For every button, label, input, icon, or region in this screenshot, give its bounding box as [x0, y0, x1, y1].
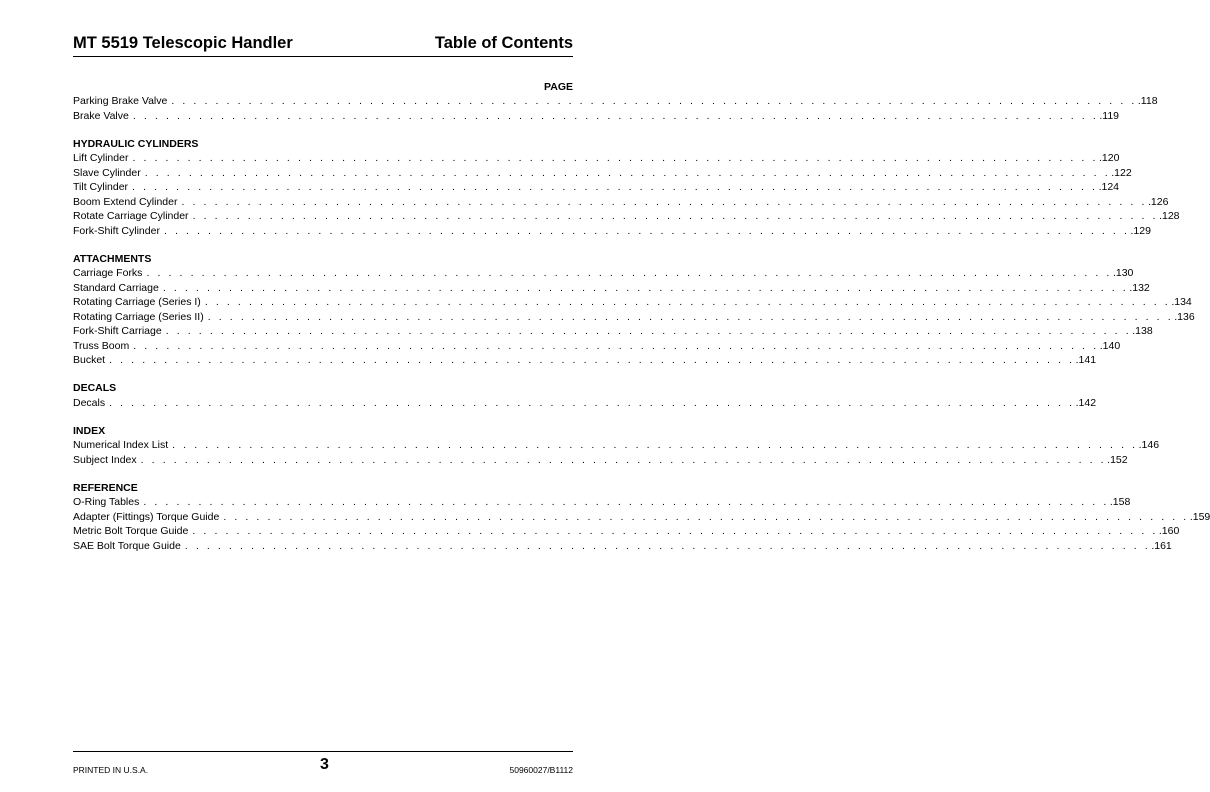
- toc-entry-page: .142: [1075, 396, 1097, 409]
- toc-entry[interactable]: [73, 94, 1158, 109]
- dot-leader: . . . . . . . . . . . . . . . . . . . . . . . . . . . . . . . . . . . . . . . . . . . . . . . . . . . . . . . . . . . . . . . . . . . . . . . . . . . . . . . . . . . . . . . .: [132, 181, 1098, 193]
- toc-entry-page: .146: [1138, 439, 1160, 451]
- toc-entry-label: Parking Brake Valve: [73, 95, 168, 107]
- section-title: Table of Contents: [434, 34, 573, 52]
- toc-entry-label: Standard Carriage: [73, 281, 159, 294]
- toc-entry[interactable]: [73, 151, 1120, 166]
- toc-entry-label: Rotating Carriage (Series II): [73, 310, 204, 323]
- dot-leader: . . . . . . . . . . . . . . . . . . . . . . . . . . . . . . . . . . . . . . . . . . . . . . . . . . . . . . . . . . . . . . . . . . . . . . . . . . . . . . . . . . . . . . . .: [132, 152, 1098, 164]
- toc-entry-label: Metric Bolt Torque Guide: [73, 525, 189, 537]
- toc-entry[interactable]: [73, 495, 1131, 510]
- dot-leader: . . . . . . . . . . . . . . . . . . . . . . . . . . . . . . . . . . . . . . . . . . . . . . . . . . . . . . . . . . . . . . . . . . . . . . . . . . . . . . . . . . . . . . . .: [109, 354, 1075, 366]
- toc-entry-label: Decals: [73, 396, 106, 409]
- toc-entry-label: Boom Extend Cylinder: [73, 195, 178, 208]
- toc-entry[interactable]: [73, 324, 1153, 339]
- toc-entry-label: Brake Valve: [73, 109, 129, 122]
- toc-entry[interactable]: [73, 180, 1119, 195]
- dot-leader: . . . . . . . . . . . . . . . . . . . . . . . . . . . . . . . . . . . . . . . . . . . . . . . . . . . . . . . . . . . . . . . . . . . . . . . . . . . . . . . . . . . . . . . .: [204, 296, 1171, 308]
- toc-entry-page: .141: [1075, 354, 1097, 366]
- section-heading: DECALS: [73, 382, 117, 394]
- toc-entry[interactable]: [73, 524, 1180, 539]
- toc-entry-page: .161: [1151, 539, 1172, 552]
- toc-entry-label: Bucket: [73, 354, 106, 366]
- toc-entry[interactable]: [73, 339, 1121, 354]
- toc-entry[interactable]: [73, 295, 1192, 310]
- toc-entry-label: Lift Cylinder: [73, 152, 129, 164]
- toc-entry-page: .136: [1174, 310, 1195, 323]
- toc-entry-page: .124: [1098, 181, 1119, 193]
- toc-entry-page: .128: [1159, 210, 1180, 222]
- dot-leader: . . . . . . . . . . . . . . . . . . . . . . . . . . . . . . . . . . . . . . . . . . . . . . . . . . . . . . . . . . . . . . . . . . . . . . . . . . . . . . . . . . . . . . . .: [140, 453, 1107, 466]
- toc-entry[interactable]: [73, 166, 1132, 181]
- page-header: [73, 34, 573, 56]
- toc-entry-label: O-Ring Tables: [73, 496, 140, 508]
- footer-rule: [73, 751, 573, 752]
- toc-entry-label: Adapter (Fittings) Torque Guide: [73, 510, 220, 523]
- dot-leader: . . . . . . . . . . . . . . . . . . . . . . . . . . . . . . . . . . . . . . . . . . . . . . . . . . . . . . . . . . . . . . . . . . . . . . . . . . . . . . . . . . . . . . . .: [207, 310, 1174, 323]
- toc-entry[interactable]: [73, 310, 1195, 325]
- dot-leader: . . . . . . . . . . . . . . . . . . . . . . . . . . . . . . . . . . . . . . . . . . . . . . . . . . . . . . . . . . . . . . . . . . . . . . . . . . . . . . . . . . . . . . . .: [162, 281, 1129, 294]
- toc-entry[interactable]: [73, 195, 1169, 210]
- toc-entry-label: Slave Cylinder: [73, 166, 141, 179]
- document-title: MT 5519 Telescopic Handler: [73, 34, 293, 52]
- dot-leader: . . . . . . . . . . . . . . . . . . . . . . . . . . . . . . . . . . . . . . . . . . . . . . . . . . . . . . . . . . . . . . . . . . . . . . . . . . . . . . . . . . . . . . . .: [109, 396, 1075, 409]
- header-rule: [73, 56, 573, 57]
- dot-leader: . . . . . . . . . . . . . . . . . . . . . . . . . . . . . . . . . . . . . . . . . . . . . . . . . . . . . . . . . . . . . . . . . . . . . . . . . . . . . . . . . . . . . . . .: [143, 496, 1109, 508]
- toc-entry-label: Carriage Forks: [73, 267, 143, 279]
- toc-entry-page: .126: [1147, 195, 1169, 208]
- printed-in-label: PRINTED IN U.S.A.: [73, 765, 149, 775]
- toc-entry[interactable]: [73, 438, 1160, 453]
- toc-entry-label: Fork-Shift Carriage: [73, 325, 162, 337]
- toc-entry-label: SAE Bolt Torque Guide: [73, 539, 181, 552]
- toc-entry-label: Subject Index: [73, 453, 137, 466]
- section-heading: INDEX: [73, 424, 106, 437]
- toc-body: [73, 94, 1210, 553]
- toc-entry-label: Rotating Carriage (Series I): [73, 296, 201, 308]
- page-column-label: PAGE: [544, 81, 573, 93]
- section-heading: REFERENCE: [73, 481, 138, 494]
- toc-entry[interactable]: [73, 109, 1120, 124]
- toc-entry-page: .134: [1171, 296, 1192, 308]
- dot-leader: . . . . . . . . . . . . . . . . . . . . . . . . . . . . . . . . . . . . . . . . . . . . . . . . . . . . . . . . . . . . . . . . . . . . . . . . . . . . . . . . . . . . . . . .: [171, 95, 1137, 107]
- toc-entry-page: .160: [1158, 525, 1180, 537]
- toc-entry[interactable]: [73, 396, 1097, 411]
- dot-leader: . . . . . . . . . . . . . . . . . . . . . . . . . . . . . . . . . . . . . . . . . . . . . . . . . . . . . . . . . . . . . . . . . . . . . . . . . . . . . . . . . . . . . . . .: [133, 339, 1099, 352]
- toc-entry-label: Tilt Cylinder: [73, 181, 129, 193]
- toc-entry-page: .140: [1099, 339, 1121, 352]
- dot-leader: . . . . . . . . . . . . . . . . . . . . . . . . . . . . . . . . . . . . . . . . . . . . . . . . . . . . . . . . . . . . . . . . . . . . . . . . . . . . . . . . . . . . . . . .: [223, 510, 1189, 523]
- dot-leader: . . . . . . . . . . . . . . . . . . . . . . . . . . . . . . . . . . . . . . . . . . . . . . . . . . . . . . . . . . . . . . . . . . . . . . . . . . . . . . . . . . . . . . . .: [165, 325, 1132, 337]
- toc-entry-page: .159: [1189, 510, 1210, 523]
- toc-entry-label: Fork-Shift Cylinder: [73, 224, 160, 237]
- toc-entry[interactable]: [73, 266, 1134, 281]
- dot-leader: . . . . . . . . . . . . . . . . . . . . . . . . . . . . . . . . . . . . . . . . . . . . . . . . . . . . . . . . . . . . . . . . . . . . . . . . . . . . . . . . . . . . . . . .: [146, 267, 1112, 279]
- toc-entry-page: .118: [1137, 95, 1158, 107]
- toc-entry[interactable]: [73, 224, 1151, 239]
- toc-entry-page: .120: [1098, 152, 1120, 164]
- dot-leader: . . . . . . . . . . . . . . . . . . . . . . . . . . . . . . . . . . . . . . . . . . . . . . . . . . . . . . . . . . . . . . . . . . . . . . . . . . . . . . . . . . . . . . . .: [184, 539, 1151, 552]
- toc-entry-label: Numerical Index List: [73, 439, 169, 451]
- toc-entry-page: .132: [1129, 281, 1150, 294]
- page-number: 3: [320, 756, 329, 773]
- toc-entry[interactable]: [73, 510, 1210, 525]
- toc-entry-label: Rotate Carriage Cylinder: [73, 210, 189, 222]
- toc-entry-label: Truss Boom: [73, 339, 130, 352]
- dot-leader: . . . . . . . . . . . . . . . . . . . . . . . . . . . . . . . . . . . . . . . . . . . . . . . . . . . . . . . . . . . . . . . . . . . . . . . . . . . . . . . . . . . . . . . .: [181, 195, 1147, 208]
- dot-leader: . . . . . . . . . . . . . . . . . . . . . . . . . . . . . . . . . . . . . . . . . . . . . . . . . . . . . . . . . . . . . . . . . . . . . . . . . . . . . . . . . . . . . . . .: [172, 439, 1138, 451]
- dot-leader: . . . . . . . . . . . . . . . . . . . . . . . . . . . . . . . . . . . . . . . . . . . . . . . . . . . . . . . . . . . . . . . . . . . . . . . . . . . . . . . . . . . . . . . .: [192, 210, 1159, 222]
- dot-leader: . . . . . . . . . . . . . . . . . . . . . . . . . . . . . . . . . . . . . . . . . . . . . . . . . . . . . . . . . . . . . . . . . . . . . . . . . . . . . . . . . . . . . . . .: [144, 166, 1111, 179]
- toc-entry-page: .152: [1107, 453, 1128, 466]
- dot-leader: . . . . . . . . . . . . . . . . . . . . . . . . . . . . . . . . . . . . . . . . . . . . . . . . . . . . . . . . . . . . . . . . . . . . . . . . . . . . . . . . . . . . . . . .: [163, 224, 1130, 237]
- section-heading: HYDRAULIC CYLINDERS: [73, 137, 199, 150]
- toc-entry-page: .129: [1130, 224, 1151, 237]
- toc-entry-page: .138: [1132, 325, 1153, 337]
- toc-entry[interactable]: [73, 281, 1150, 296]
- toc-entry-page: .130: [1112, 267, 1134, 279]
- table-of-contents: [73, 80, 1210, 553]
- toc-entry[interactable]: [73, 453, 1128, 468]
- toc-entry[interactable]: [73, 539, 1172, 554]
- dot-leader: . . . . . . . . . . . . . . . . . . . . . . . . . . . . . . . . . . . . . . . . . . . . . . . . . . . . . . . . . . . . . . . . . . . . . . . . . . . . . . . . . . . . . . . .: [132, 109, 1099, 122]
- dot-leader: . . . . . . . . . . . . . . . . . . . . . . . . . . . . . . . . . . . . . . . . . . . . . . . . . . . . . . . . . . . . . . . . . . . . . . . . . . . . . . . . . . . . . . . .: [192, 525, 1158, 537]
- section-heading: ATTACHMENTS: [73, 252, 152, 265]
- toc-entry-page: .158: [1109, 496, 1131, 508]
- toc-entry-page: .119: [1099, 109, 1120, 122]
- document-number: 50960027/B1112: [509, 765, 573, 775]
- toc-entry[interactable]: [73, 353, 1097, 368]
- toc-entry-page: .122: [1111, 166, 1132, 179]
- toc-entry[interactable]: [73, 209, 1180, 224]
